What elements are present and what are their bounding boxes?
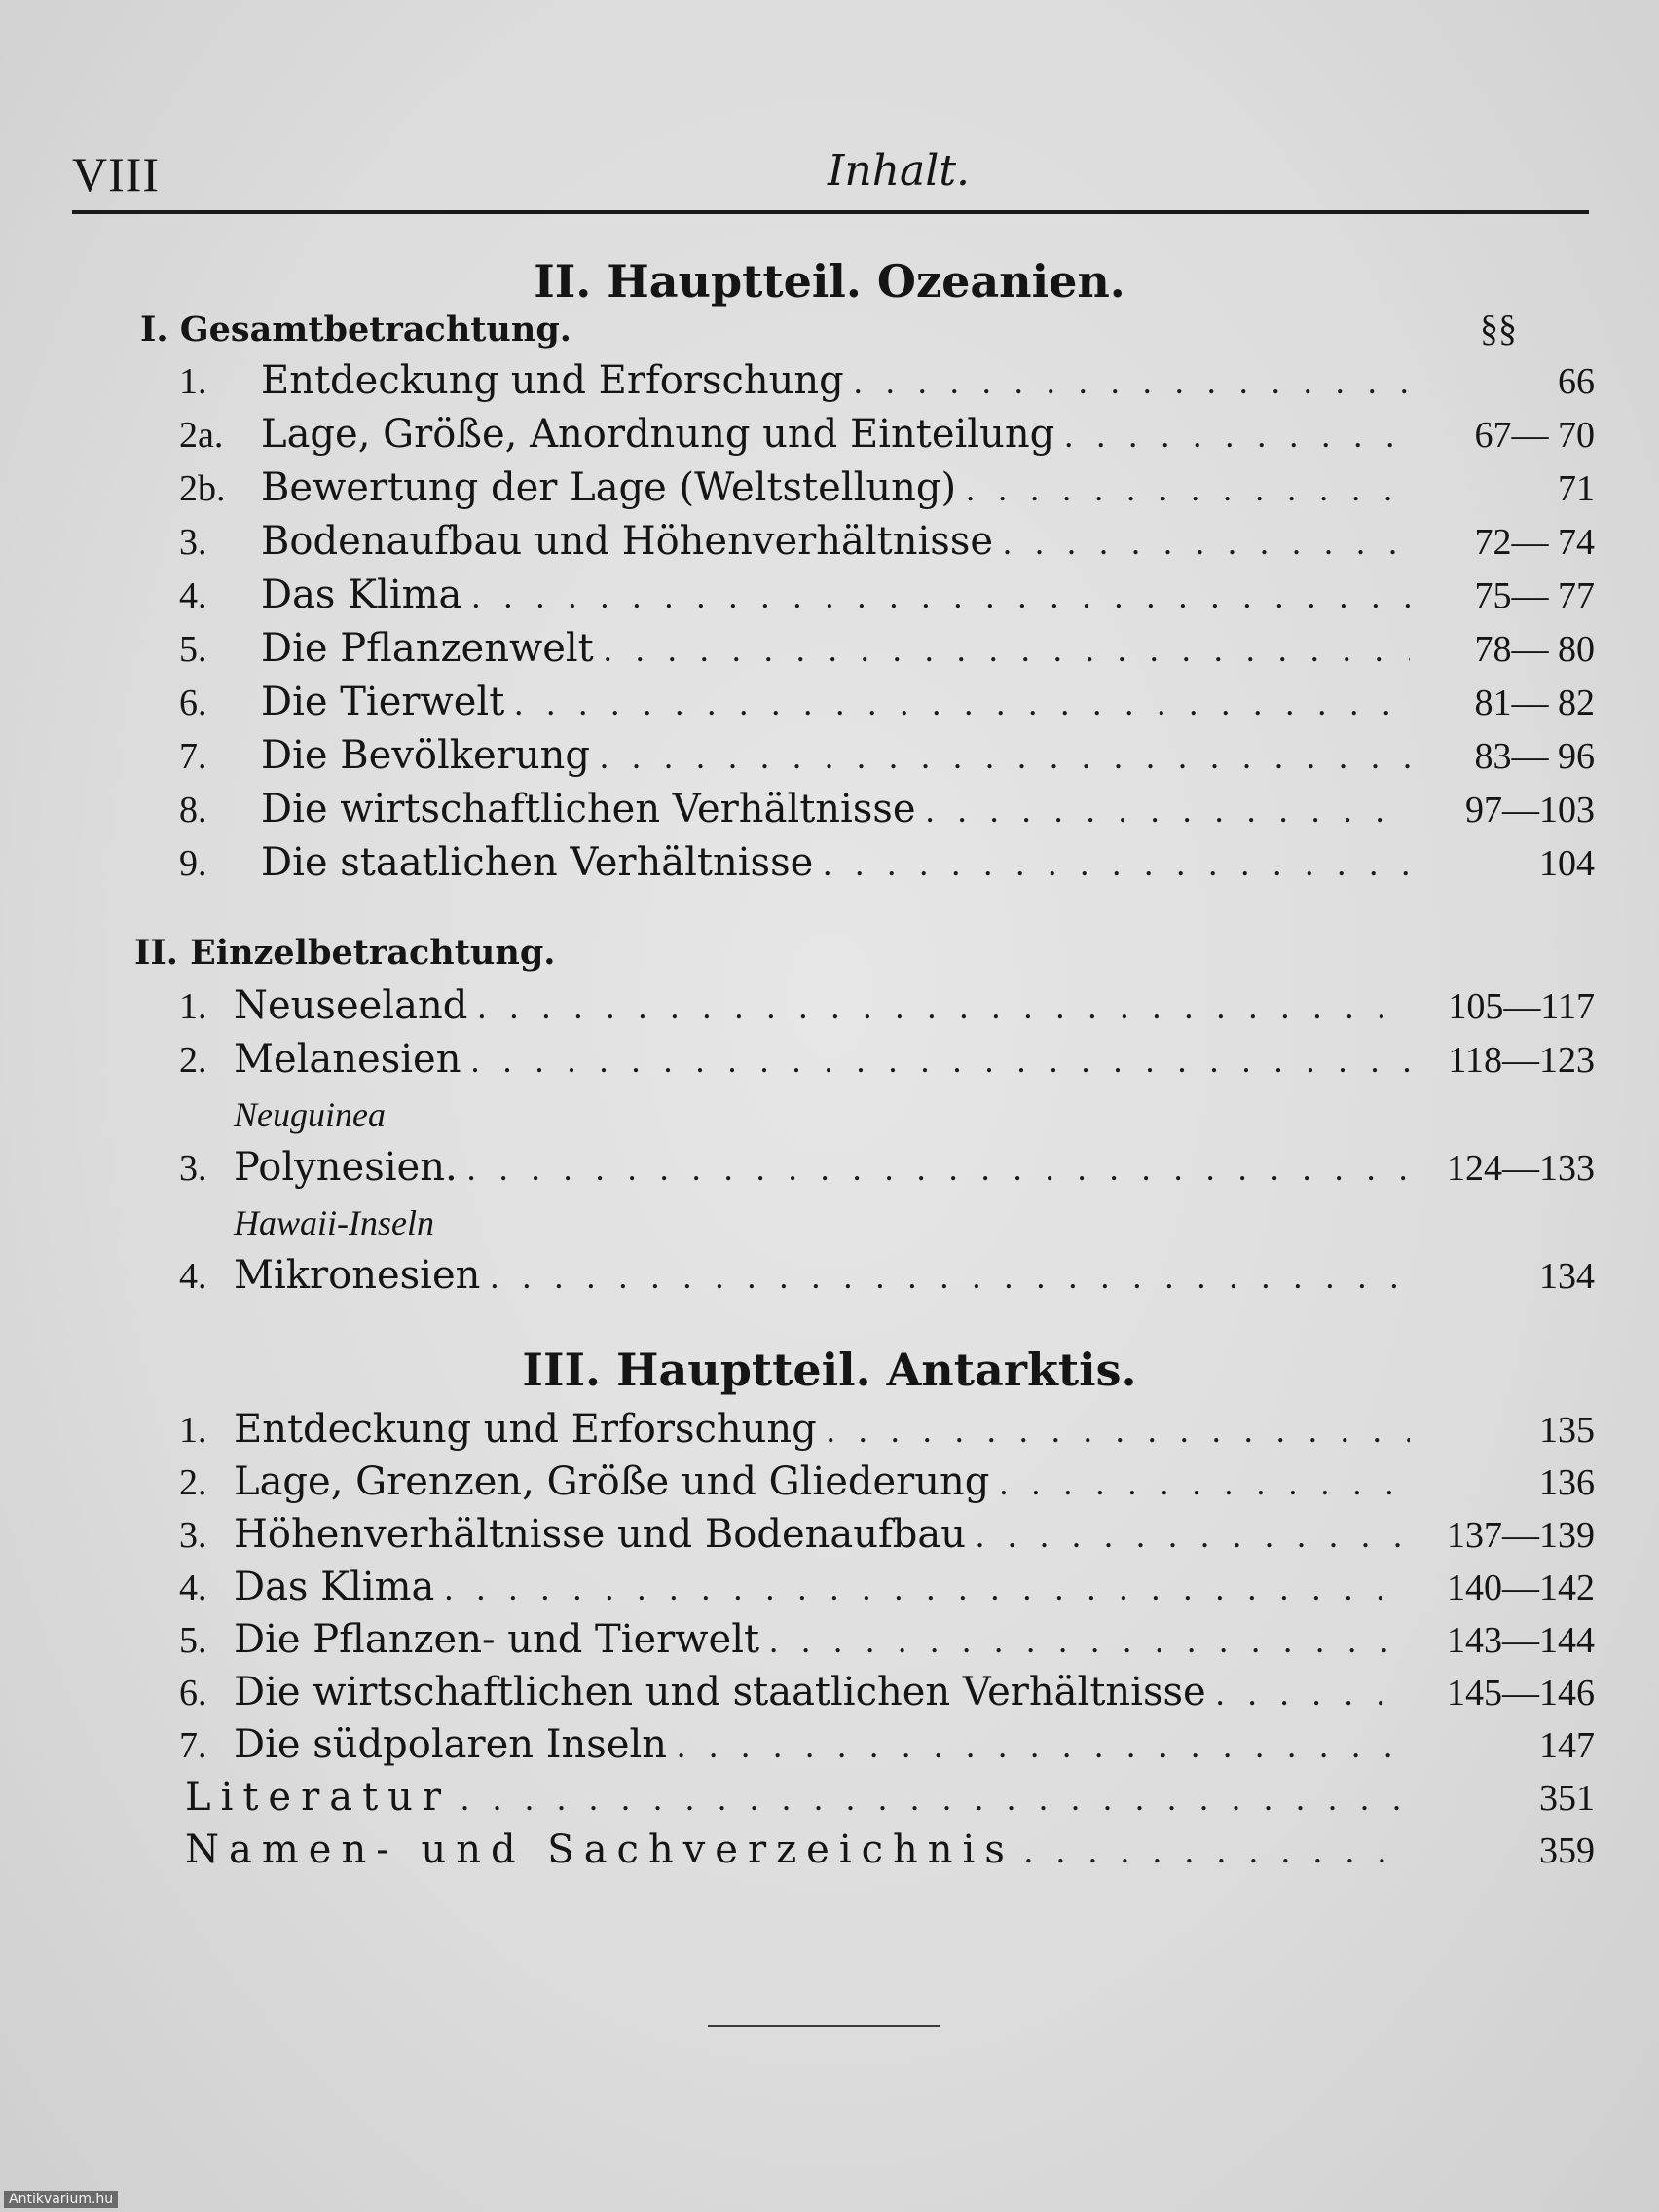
entry-title: Bodenaufbau und Höhenverhältnisse xyxy=(261,519,994,564)
toc-entry-register xyxy=(185,1827,1595,1880)
entry-title: Die wirtschaftlichen und staatlichen Verhältnisse xyxy=(234,1670,1206,1714)
entry-title: Die Pflanzen- und Tierwelt xyxy=(234,1617,760,1662)
entry-number: 4. xyxy=(179,575,207,616)
entry-number: 7. xyxy=(179,1725,207,1766)
toc-entry xyxy=(179,680,1595,732)
leader-dots xyxy=(470,1040,1410,1081)
toc-entry xyxy=(179,1407,1595,1459)
toc-entry xyxy=(179,983,1595,1036)
toc-entry xyxy=(179,1617,1595,1670)
entry-title: Die Pflanzenwelt xyxy=(261,626,594,671)
entry-pages: 97—103 xyxy=(1465,790,1595,830)
part-heading-antarktis: III. Hauptteil. Antarktis. xyxy=(522,1344,1137,1396)
entry-title: Polynesien. xyxy=(234,1145,458,1190)
entry-pages: 66 xyxy=(1558,361,1595,402)
entry-pages: 104 xyxy=(1539,843,1595,884)
leader-dots xyxy=(461,1778,1410,1819)
entry-pages: 67— 70 xyxy=(1474,415,1595,456)
entry-pages: 124—133 xyxy=(1447,1148,1595,1189)
leader-dots xyxy=(976,1515,1410,1556)
entry-title: Das Klima xyxy=(261,572,462,617)
toc-entry xyxy=(179,787,1595,839)
toc-entry xyxy=(179,1512,1595,1565)
leader-dots xyxy=(467,1148,1410,1189)
toc-entry xyxy=(179,519,1595,571)
page-title: Inhalt. xyxy=(827,146,971,196)
leader-dots xyxy=(600,736,1410,777)
leader-dots xyxy=(490,1256,1410,1297)
entry-number: 6. xyxy=(179,682,207,723)
entry-number: 4. xyxy=(179,1567,207,1608)
entry-title: Höhenverhältnisse und Bodenaufbau xyxy=(234,1512,967,1557)
entry-pages: 75— 77 xyxy=(1474,575,1595,616)
toc-entry xyxy=(179,1459,1595,1512)
leader-dots xyxy=(444,1567,1410,1608)
entry-number: 9. xyxy=(179,843,207,884)
entry-number: 5. xyxy=(179,1620,207,1661)
entry-pages: 71 xyxy=(1558,468,1595,509)
entry-number: 2b. xyxy=(179,468,226,509)
leader-dots xyxy=(823,843,1410,884)
entry-title: Das Klima xyxy=(234,1565,435,1609)
entry-title: Neuseeland xyxy=(234,983,468,1028)
paragraph-column-label: §§ xyxy=(1480,309,1517,350)
entry-pages: 118—123 xyxy=(1448,1040,1595,1081)
entry-number: 3. xyxy=(179,1148,207,1189)
part-heading-ozeanien: II. Hauptteil. Ozeanien. xyxy=(534,255,1125,308)
toc-entry-literatur xyxy=(185,1775,1595,1827)
entry-number: 6. xyxy=(179,1673,207,1714)
leader-dots xyxy=(514,682,1410,723)
entry-number: 7. xyxy=(179,736,207,777)
entry-number: 2. xyxy=(179,1462,207,1503)
toc-entry xyxy=(179,1722,1595,1775)
entry-pages: 147 xyxy=(1539,1725,1595,1766)
leader-dots xyxy=(677,1725,1410,1766)
entry-pages: 359 xyxy=(1539,1830,1595,1871)
entry-pages: 135 xyxy=(1539,1410,1595,1451)
toc-entry xyxy=(179,626,1595,679)
watermark: Antikvarium.hu xyxy=(4,2191,118,2208)
entry-number: 2. xyxy=(179,1040,207,1081)
leader-dots xyxy=(1064,415,1410,456)
entry-title: Bewertung der Lage (Weltstellung) xyxy=(261,465,957,510)
entry-number: 3. xyxy=(179,522,207,563)
leader-dots xyxy=(926,790,1410,830)
toc-entry xyxy=(179,1253,1595,1306)
entry-title: Die wirtschaftlichen Verhältnisse xyxy=(261,787,916,831)
entry-title: Die staatlichen Verhältnisse xyxy=(261,840,814,885)
leader-dots xyxy=(966,468,1410,509)
entry-pages: 134 xyxy=(1539,1256,1595,1297)
leader-dots xyxy=(999,1462,1410,1503)
entry-pages: 72— 74 xyxy=(1474,522,1595,563)
leader-dots xyxy=(1216,1673,1410,1714)
entry-pages: 83— 96 xyxy=(1474,736,1595,777)
leader-dots xyxy=(769,1620,1410,1661)
running-head xyxy=(72,146,1589,214)
entry-title: Die Tierwelt xyxy=(261,680,505,724)
page-number: VIII xyxy=(72,147,161,202)
entry-number: 1. xyxy=(179,986,207,1027)
entry-number: 1. xyxy=(179,1410,207,1451)
entry-pages: 143—144 xyxy=(1447,1620,1595,1661)
entry-number: 1. xyxy=(179,361,207,402)
leader-dots xyxy=(1024,1830,1410,1871)
entry-title: Die südpolaren Inseln xyxy=(234,1722,668,1767)
entry-title: Melanesien xyxy=(234,1037,461,1082)
section-heading-gesamtbetrachtung: I. Gesamtbetrachtung. xyxy=(140,310,571,350)
toc-entry xyxy=(179,465,1595,518)
toc-entry xyxy=(179,1565,1595,1617)
closing-rule xyxy=(708,2025,940,2027)
entry-number: 4. xyxy=(179,1256,207,1297)
entry-title: Literatur xyxy=(185,1775,452,1820)
entry-title: Mikronesien xyxy=(234,1253,481,1298)
entry-pages: 81— 82 xyxy=(1474,682,1595,723)
toc-entry xyxy=(179,840,1595,893)
entry-pages: 351 xyxy=(1539,1778,1595,1819)
toc-entry xyxy=(179,412,1595,464)
entry-title: Lage, Grenzen, Größe und Gliederung xyxy=(234,1459,990,1504)
toc-entry xyxy=(179,1037,1595,1089)
leader-dots xyxy=(477,986,1410,1027)
entry-number: 2a. xyxy=(179,415,224,456)
entry-number: 5. xyxy=(179,629,207,670)
toc-entry xyxy=(179,1145,1595,1198)
leader-dots xyxy=(827,1410,1410,1451)
leader-dots xyxy=(604,629,1410,670)
entry-pages: 136 xyxy=(1539,1462,1595,1503)
toc-entry xyxy=(179,733,1595,786)
toc-entry xyxy=(179,572,1595,625)
section-heading-einzelbetrachtung: II. Einzelbetrachtung. xyxy=(134,933,556,973)
entry-number: 3. xyxy=(179,1515,207,1556)
entry-title: Namen- und Sachverzeichnis xyxy=(185,1827,1014,1872)
toc-entry xyxy=(179,358,1595,411)
leader-dots xyxy=(1003,522,1410,563)
entry-pages: 105—117 xyxy=(1448,986,1595,1027)
entry-pages: 145—146 xyxy=(1447,1673,1595,1714)
entry-title: Die Bevölkerung xyxy=(261,733,590,778)
entry-title: Entdeckung und Erforschung xyxy=(261,358,844,403)
entry-title: Entdeckung und Erforschung xyxy=(234,1407,817,1452)
sub-entry-neuguinea: Neuguinea xyxy=(234,1095,386,1134)
toc-entry xyxy=(179,1670,1595,1722)
entry-title: Lage, Größe, Anordnung und Einteilung xyxy=(261,412,1055,457)
leader-dots xyxy=(854,361,1410,402)
entry-pages: 140—142 xyxy=(1447,1567,1595,1608)
entry-pages: 137—139 xyxy=(1447,1515,1595,1556)
entry-number: 8. xyxy=(179,790,207,830)
sub-entry-hawaii: Hawaii-Inseln xyxy=(234,1203,434,1242)
leader-dots xyxy=(471,575,1410,616)
entry-pages: 78— 80 xyxy=(1474,629,1595,670)
